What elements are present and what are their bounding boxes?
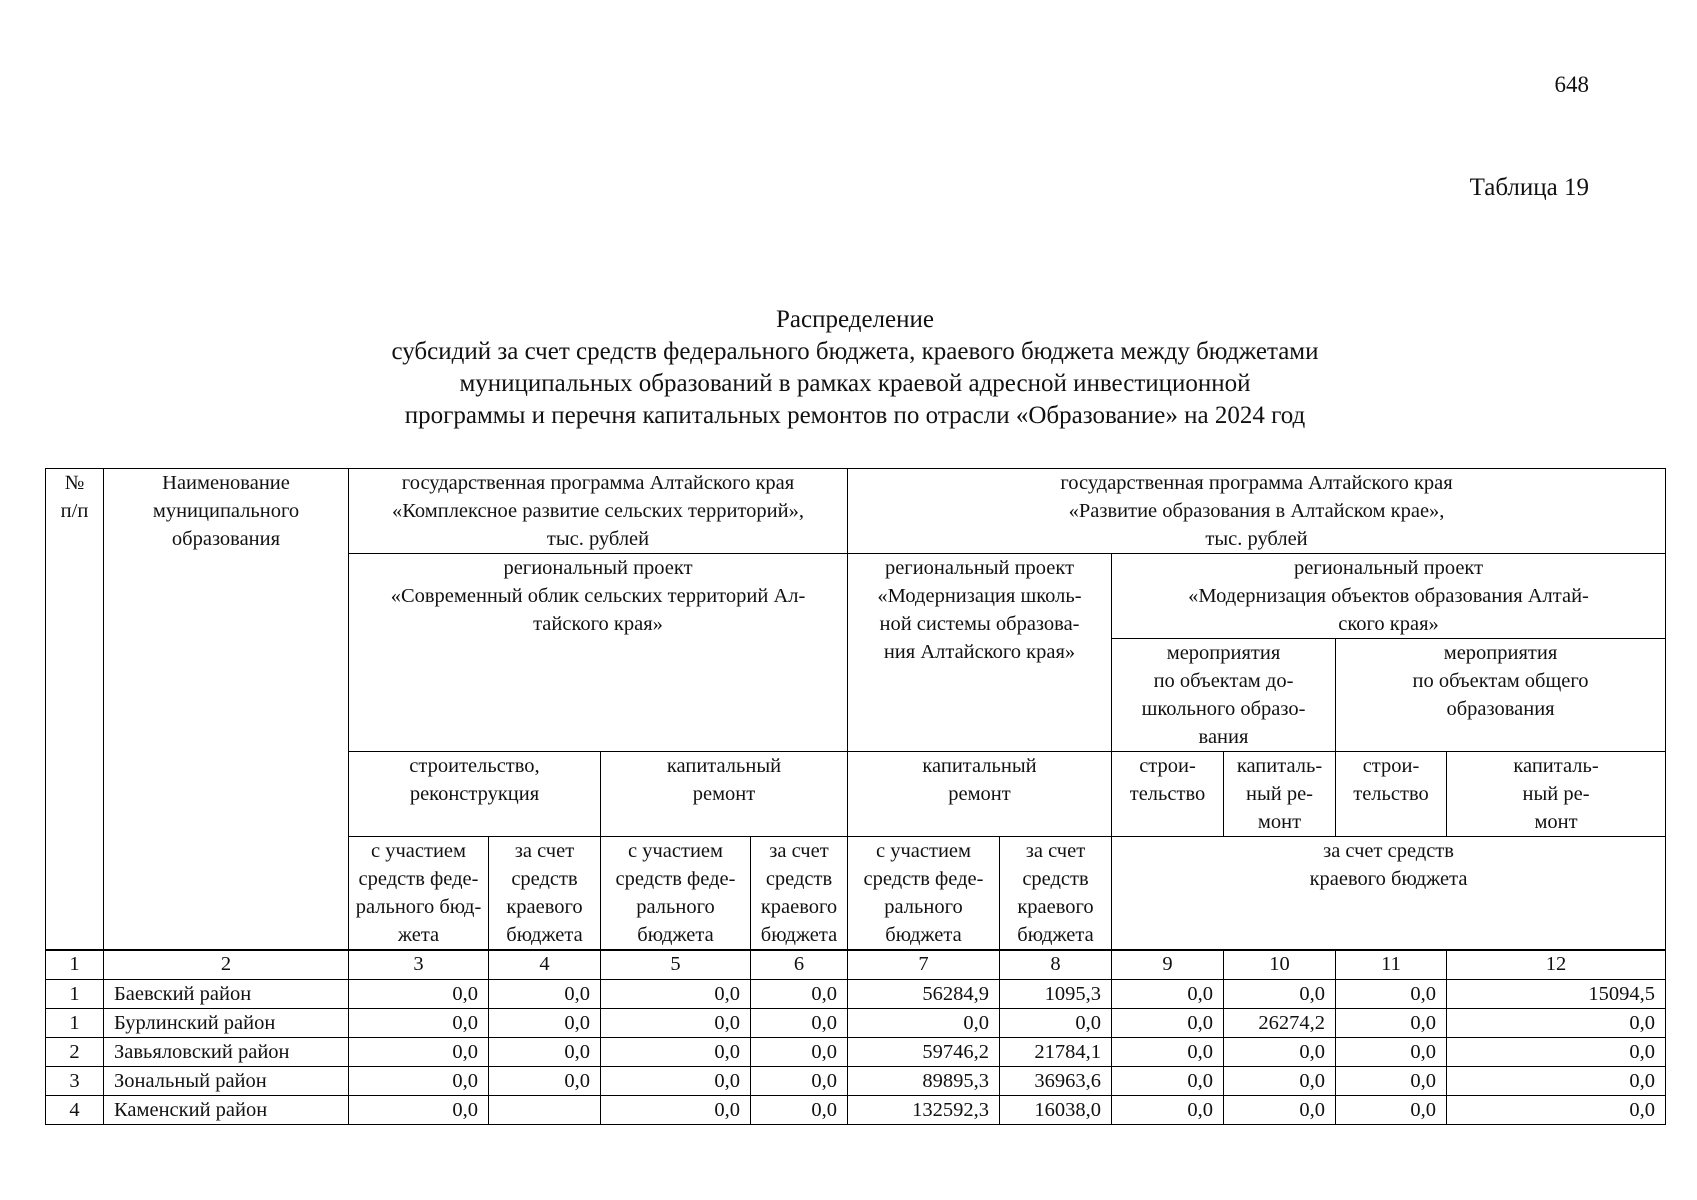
value-cell: 0,0	[751, 1009, 848, 1038]
header-text-line: региональный проект	[503, 557, 693, 579]
value-cell: 0,0	[1224, 980, 1336, 1009]
column-number: 12	[1447, 950, 1666, 980]
header-text-line: по объектам до-	[1153, 670, 1294, 692]
title-line: муниципальных образований в рамках краевой адресной инвестиционной	[459, 370, 1251, 397]
column-number: 2	[104, 950, 349, 980]
header-text-line: «Модернизация школь-	[877, 585, 1082, 607]
value-cell: 0,0	[489, 1067, 601, 1096]
page-number: 648	[1554, 72, 1589, 97]
value-cell: 0,0	[1336, 1009, 1447, 1038]
header-text-line: тыс. рублей	[546, 528, 650, 550]
header-text-line: «Комплексное развитие сельских территорий»,	[392, 500, 804, 522]
header-text-line: государственная программа Алтайского края	[1060, 472, 1453, 494]
header-text-line: региональный проект	[884, 557, 1075, 579]
header-text-line: №	[64, 472, 85, 494]
header-text-line: строи-	[1139, 755, 1196, 777]
value-cell: 0,0	[601, 1038, 751, 1067]
column-number: 6	[751, 950, 848, 980]
header-municipality	[104, 469, 349, 951]
table-row	[46, 1009, 1666, 1038]
column-number: 3	[349, 950, 489, 980]
column-number: 9	[1112, 950, 1224, 980]
header-text-line: бюджета	[760, 924, 838, 946]
value-cell: 36963,6	[1000, 1067, 1112, 1096]
value-cell: 0,0	[489, 1009, 601, 1038]
header-text-line: средств феде-	[863, 868, 984, 890]
value-cell: 0,0	[1224, 1038, 1336, 1067]
document-title	[45, 304, 1665, 432]
header-text-line: бюджета	[506, 924, 583, 946]
row-number: 1	[46, 980, 104, 1009]
value-cell: 89895,3	[848, 1067, 1000, 1096]
municipality-name: Каменский район	[104, 1096, 349, 1125]
value-cell: 0,0	[489, 1038, 601, 1067]
value-cell: 15094,5	[1447, 980, 1666, 1009]
header-text-line: ния Алтайского края»	[883, 641, 1076, 663]
table-label: Таблица 19	[1469, 174, 1589, 201]
header-text-line: «Модернизация объектов образования Алтай-	[1188, 585, 1589, 607]
column-number: 7	[848, 950, 1000, 980]
column-number: 8	[1000, 950, 1112, 980]
header-text-line: мероприятия	[1443, 642, 1558, 664]
header-row	[46, 469, 1666, 554]
municipality-name: Завьяловский район	[104, 1038, 349, 1067]
value-cell: 0,0	[1112, 1067, 1224, 1096]
column-number: 11	[1336, 950, 1447, 980]
subsidy-distribution-table	[45, 468, 1666, 1125]
header-federal-share-7	[848, 837, 1000, 951]
header-text-line: тельство	[1353, 783, 1429, 805]
value-cell: 0,0	[1224, 1067, 1336, 1096]
header-text-line: ный ре-	[1522, 783, 1590, 805]
value-cell: 0,0	[1224, 1096, 1336, 1125]
value-cell: 21784,1	[1000, 1038, 1112, 1067]
value-cell: 0,0	[1112, 1096, 1224, 1125]
value-cell: 0,0	[751, 1038, 848, 1067]
value-cell: 59746,2	[848, 1038, 1000, 1067]
header-text-line: краевого	[760, 896, 838, 918]
value-cell: 0,0	[751, 980, 848, 1009]
header-text-line: Наименование	[162, 472, 290, 494]
header-text-line: школьного образо-	[1141, 698, 1306, 720]
header-text-line: монт	[1534, 811, 1578, 833]
header-text-line: краевого бюджета	[1309, 868, 1468, 890]
value-cell: 0,0	[1000, 1009, 1112, 1038]
header-text-line: рального	[636, 896, 715, 918]
header-text-line: строи-	[1362, 755, 1420, 777]
value-cell: 0,0	[848, 1009, 1000, 1038]
column-number-row	[46, 950, 1666, 980]
header-text-line: тайского края»	[533, 613, 663, 635]
header-text-line: вания	[1198, 726, 1249, 748]
header-text-line: средств	[1022, 868, 1089, 890]
header-text-line: капиталь-	[1236, 755, 1323, 777]
row-number: 1	[46, 1009, 104, 1038]
table-body	[46, 469, 1666, 1125]
header-text-line: тыс. рублей	[1205, 528, 1308, 550]
header-regional-9-12	[1112, 837, 1666, 951]
value-cell: 132592,3	[848, 1096, 1000, 1125]
value-cell: 0,0	[1112, 1009, 1224, 1038]
header-text-line: средств	[511, 868, 578, 890]
value-cell: 0,0	[1447, 1067, 1666, 1096]
header-text-line: бюджета	[637, 924, 714, 946]
municipality-name: Зональный район	[104, 1067, 349, 1096]
header-construction-general	[1336, 752, 1447, 837]
header-number	[46, 469, 104, 951]
header-text-line: средств феде-	[358, 868, 479, 890]
header-events-preschool	[1112, 639, 1336, 752]
column-number: 10	[1224, 950, 1336, 980]
title-line: программы и перечня капитальных ремонтов по отрасли «Образование» на 2024 год	[404, 402, 1306, 429]
header-capital-repair-rural	[601, 752, 848, 837]
value-cell: 0,0	[1447, 1038, 1666, 1067]
header-text-line: краевого	[506, 896, 583, 918]
header-text-line: жета	[397, 924, 440, 946]
header-text-line: рального бюд-	[355, 896, 482, 918]
header-text-line: бюджета	[885, 924, 962, 946]
header-text-line: ной системы образова-	[879, 613, 1080, 635]
header-construction	[349, 752, 601, 837]
header-text-line: монт	[1257, 811, 1302, 833]
header-text-line: капиталь-	[1513, 755, 1599, 777]
value-cell: 0,0	[349, 980, 489, 1009]
column-number: 1	[46, 950, 104, 980]
header-project-school	[848, 554, 1112, 752]
value-cell: 0,0	[601, 980, 751, 1009]
header-text-line: рального	[884, 896, 963, 918]
header-events-general	[1336, 639, 1666, 752]
header-repair-preschool	[1224, 752, 1336, 837]
header-text-line: ского края»	[1338, 613, 1439, 635]
table-row	[46, 1096, 1666, 1125]
header-federal-share-3	[349, 837, 489, 951]
value-cell: 0,0	[1336, 1096, 1447, 1125]
table-row	[46, 980, 1666, 1009]
header-text-line: за счет	[514, 840, 575, 862]
header-regional-4	[489, 837, 601, 951]
header-text-line: «Развитие образования в Алтайском крае»,	[1068, 500, 1445, 522]
header-federal-share-5	[601, 837, 751, 951]
header-text-line: с участием	[628, 840, 723, 862]
header-text-line: за счет средств	[1323, 840, 1454, 862]
header-text-line: мероприятия	[1166, 642, 1281, 664]
header-text-line: муниципального	[152, 500, 300, 522]
value-cell: 16038,0	[1000, 1096, 1112, 1125]
value-cell: 0,0	[1336, 1067, 1447, 1096]
value-cell: 0,0	[1112, 1038, 1224, 1067]
value-cell: 0,0	[1336, 980, 1447, 1009]
header-text-line: образования	[171, 528, 281, 550]
header-text-line: государственная программа Алтайского края	[401, 472, 795, 494]
value-cell: 0,0	[751, 1096, 848, 1125]
header-text-line: «Современный облик сельских территорий Ал-	[390, 585, 806, 607]
header-text-line: с участием	[876, 840, 971, 862]
value-cell: 1095,3	[1000, 980, 1112, 1009]
column-number: 4	[489, 950, 601, 980]
value-cell: 0,0	[601, 1067, 751, 1096]
value-cell: 26274,2	[1224, 1009, 1336, 1038]
header-text-line: за счет	[769, 840, 829, 862]
value-cell: 0,0	[1112, 980, 1224, 1009]
header-text-line: краевого	[1017, 896, 1094, 918]
value-cell: 0,0	[349, 1096, 489, 1125]
title-line: субсидий за счет средств федерального бюджета, краевого бюджета между бюджетами	[391, 338, 1319, 365]
header-text-line: реконструкция	[409, 783, 540, 805]
header-text-line: по объектам общего	[1412, 670, 1589, 692]
value-cell: 0,0	[349, 1009, 489, 1038]
row-number: 3	[46, 1067, 104, 1096]
header-project-rural	[349, 554, 848, 752]
header-text-line: с участием	[371, 840, 466, 862]
value-cell	[489, 1096, 601, 1125]
header-text-line: п/п	[60, 500, 89, 522]
header-text-line: тельство	[1129, 783, 1206, 805]
value-cell: 0,0	[1447, 1009, 1666, 1038]
header-text-line: ремонт	[692, 783, 756, 805]
header-program-education	[848, 469, 1666, 554]
header-text-line: капитальный	[922, 755, 1037, 777]
header-text-line: средств феде-	[615, 868, 736, 890]
header-text-line: средств	[765, 868, 833, 890]
table-row	[46, 1038, 1666, 1067]
column-number: 5	[601, 950, 751, 980]
row-number: 4	[46, 1096, 104, 1125]
value-cell: 0,0	[489, 980, 601, 1009]
value-cell: 0,0	[601, 1096, 751, 1125]
title-line: Распределение	[776, 306, 934, 333]
value-cell: 0,0	[349, 1038, 489, 1067]
header-construction-preschool	[1112, 752, 1224, 837]
header-program-rural	[349, 469, 848, 554]
header-text-line: региональный проект	[1293, 557, 1484, 579]
row-number: 2	[46, 1038, 104, 1067]
value-cell: 0,0	[751, 1067, 848, 1096]
municipality-name: Баевский район	[104, 980, 349, 1009]
header-text-line: ремонт	[948, 783, 1011, 805]
value-cell: 0,0	[601, 1009, 751, 1038]
value-cell: 0,0	[1336, 1038, 1447, 1067]
table-row	[46, 1067, 1666, 1096]
header-text-line: капитальный	[666, 755, 782, 777]
header-text-line: ный ре-	[1245, 783, 1313, 805]
header-repair-general	[1447, 752, 1666, 837]
header-regional-8	[1000, 837, 1112, 951]
header-text-line: бюджета	[1017, 924, 1094, 946]
header-capital-repair-school	[848, 752, 1112, 837]
header-text-line: за счет	[1025, 840, 1086, 862]
header-text-line: строительство,	[409, 755, 540, 777]
value-cell: 0,0	[349, 1067, 489, 1096]
value-cell: 56284,9	[848, 980, 1000, 1009]
value-cell: 0,0	[1447, 1096, 1666, 1125]
header-regional-6	[751, 837, 848, 951]
municipality-name: Бурлинский район	[104, 1009, 349, 1038]
header-project-facilities	[1112, 554, 1666, 639]
header-text-line: образования	[1446, 698, 1555, 720]
